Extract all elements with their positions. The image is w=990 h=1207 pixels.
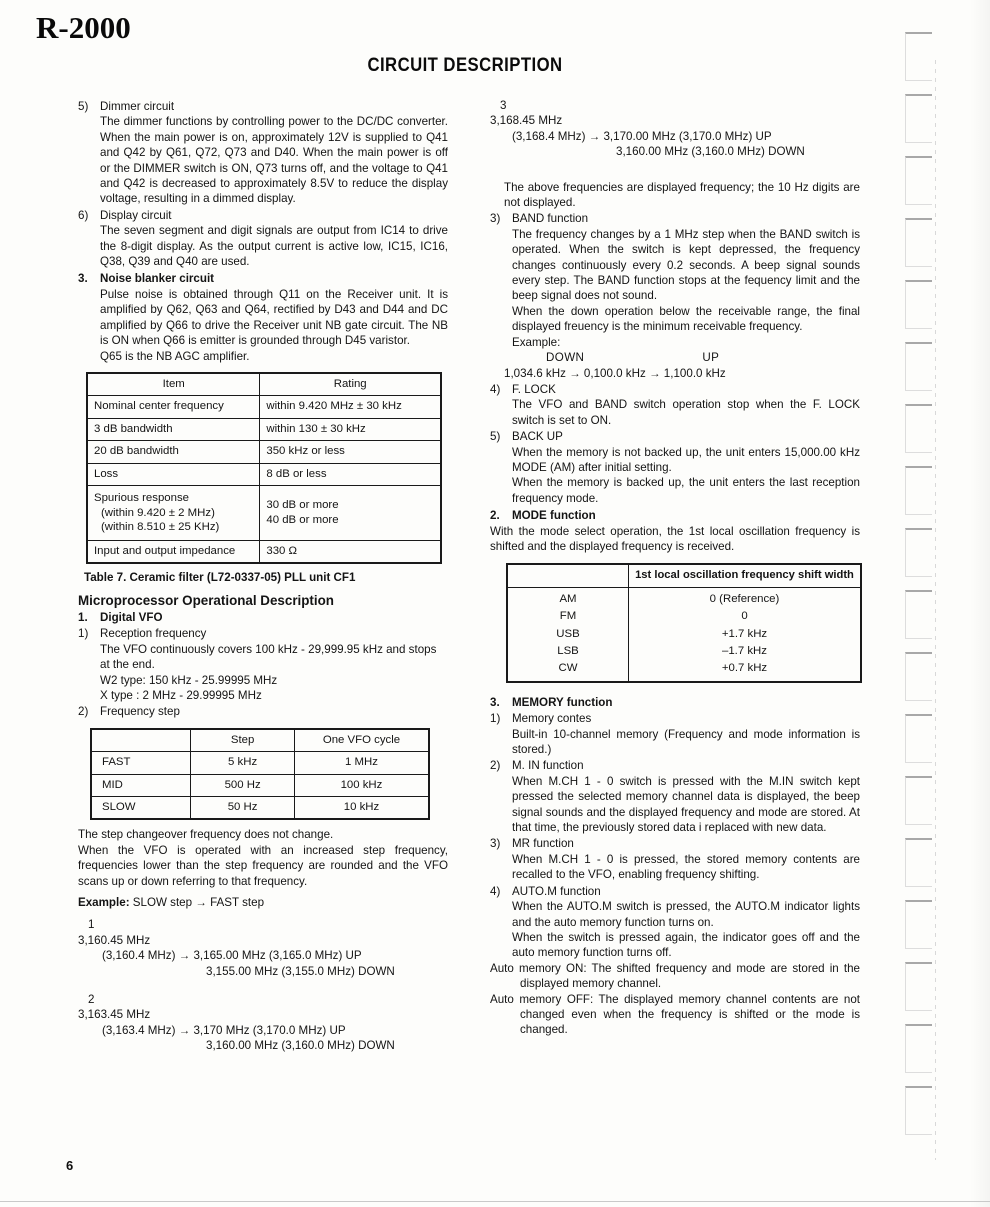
microprocessor-heading: Microprocessor Operational Description [78, 592, 334, 608]
item-heading: Reception frequency [100, 627, 207, 641]
column-header-down: DOWN [546, 351, 585, 365]
reception-frequency-body: The VFO continuously covers 100 kHz - 29,999.95 kHz and stops at the end. [100, 642, 437, 672]
section-heading: Digital VFO [100, 610, 163, 624]
example-3-frequency: 3,168.45 MHz [490, 114, 563, 128]
cell-mode: CW [507, 660, 629, 681]
item-mr-function [490, 836, 860, 851]
cell-shift: 0 (Reference) [709, 592, 780, 605]
cell-step: 50 Hz [191, 797, 295, 820]
section-marker: 3. [490, 695, 500, 709]
table-row [87, 396, 441, 418]
header-step: Step [191, 729, 295, 752]
punch-mark [905, 218, 932, 267]
punch-mark [905, 404, 932, 453]
table-row-spurious [87, 485, 441, 540]
cell-step: 5 kHz [191, 752, 295, 774]
column-header-up: UP [702, 351, 720, 365]
example-2-down: 3,160.00 MHz (3,160.0 MHz) DOWN [206, 1039, 395, 1053]
mr-function-body: When M.CH 1 - 0 is pressed, the stored memory contents are recalled to the VFO, enabling frequency shifting. [512, 852, 860, 882]
item-heading: F. LOCK [512, 382, 556, 396]
section-mode-function [490, 508, 860, 523]
cell-rating: within 130 ± 30 kHz [260, 418, 441, 440]
punch-mark [905, 466, 932, 515]
punch-mark [905, 1024, 932, 1073]
noise-blanker-body-2: Q65 is the NB AGC amplifier. [100, 349, 250, 363]
cell-shift: +1.7 kHz [721, 627, 768, 640]
model-masthead: R-2000 [36, 10, 131, 45]
example-2-up: (3,163.4 MHz) → 3,170 MHz (3,170.0 MHz) UP [102, 1023, 346, 1037]
page-number: 6 [66, 1158, 74, 1173]
ceramic-filter-table [86, 372, 442, 564]
cell-label: FAST [91, 752, 191, 774]
w2-type-range: W2 type: 150 kHz - 25.99995 MHz [100, 673, 278, 687]
table-row [91, 752, 429, 774]
table-row [87, 463, 441, 485]
noise-blanker-body: Pulse noise is obtained through Q11 on the Receiver unit. It is amplified by Q62, Q63 and Q64, rectified by D43 and D44 and DC amplified by Q66 to drive the Receiver unit NB gate circuit. The NB is ON when Q66 is emitter is grounded through D45 varistor. [100, 287, 448, 348]
item-back-up [490, 429, 860, 444]
table-header-row [507, 564, 861, 587]
item-marker: 5) [490, 430, 501, 444]
punch-mark [905, 652, 932, 701]
example-1-down: 3,155.00 MHz (3,155.0 MHz) DOWN [206, 964, 395, 978]
example-label: Example: [78, 896, 130, 910]
m-in-function-body: When M.CH 1 - 0 switch is pressed with the M.IN switch kept pressed the selected memory channel data is displayed, the beep signal sounds and the displayed frequency and mode are stored. At that time, the previously stored data i replaced with new data. [512, 774, 860, 835]
cell-mode: USB [507, 626, 629, 643]
frequency-step-table [90, 728, 430, 821]
punch-mark [905, 156, 932, 205]
item-heading: Memory contes [512, 712, 592, 726]
item-marker: 4) [490, 382, 501, 396]
item-heading: MR function [512, 837, 574, 851]
punch-mark [905, 590, 932, 639]
spurious-sub-2: (within 8.510 ± 25 KHz) [101, 521, 220, 534]
display-circuit-body: The seven segment and digit signals are output from IC14 to drive the 8-digit display. As the output current is active low, IC15, IC16, Q38, Q39 and Q40 are used. [100, 224, 448, 269]
header-rating: Rating [260, 373, 441, 396]
page-edge-shading [970, 0, 990, 1207]
header-blank [91, 729, 191, 752]
item-heading: AUTO.M function [512, 884, 601, 898]
section-heading: MEMORY function [512, 695, 613, 709]
item-marker: 3) [490, 212, 501, 226]
punch-mark [905, 528, 932, 577]
cell-cycle: 100 kHz [294, 774, 429, 796]
table-row [91, 797, 429, 820]
table-row [87, 441, 441, 463]
example-1-number: 1 [88, 918, 95, 932]
cell-rating: within 9.420 MHz ± 30 kHz [260, 396, 441, 418]
example-2-number: 2 [88, 993, 95, 1007]
punch-mark [905, 280, 932, 329]
table-row [91, 774, 429, 796]
cell-item: 3 dB bandwidth [87, 418, 260, 440]
item-marker: 3) [490, 837, 501, 851]
back-up-body-1: When the memory is not backed up, the unit enters 15,000.00 kHz MODE (AM) after initial setting. [512, 445, 860, 474]
mode-function-body: With the mode select operation, the 1st local oscillation frequency is shifted and the displayed frequency is received. [490, 524, 860, 553]
item-f-lock [490, 382, 860, 397]
item-memory-contents [490, 711, 860, 726]
auto-m-body-1: When the AUTO.M switch is pressed, the AUTO.M indicator lights and the auto memory function turns on. [512, 900, 860, 929]
memory-contents-body: Built-in 10-channel memory (Frequency and mode information is stored.) [512, 727, 860, 757]
displayed-frequency-note: The above frequencies are displayed frequency; the 10 Hz digits are not displayed. [504, 180, 860, 210]
cell-item: Nominal center frequency [87, 396, 260, 418]
example-line [78, 895, 448, 910]
punch-mark [905, 962, 932, 1011]
example-3-number: 3 [500, 99, 507, 112]
section-marker: 3. [78, 272, 88, 286]
punch-mark [905, 32, 932, 81]
cell-shift: –1.7 kHz [722, 645, 767, 657]
cell-item: Input and output impedance [87, 540, 260, 563]
spine-dashed-line [935, 60, 936, 1160]
binder-punch-marks [905, 12, 945, 1192]
f-lock-body: The VFO and BAND switch operation stop when the F. LOCK switch is set to ON. [512, 398, 860, 427]
example-1-frequency: 3,160.45 MHz [78, 933, 151, 947]
cell-rating: 8 dB or less [260, 463, 441, 485]
cell-cycle: 1 MHz [294, 752, 429, 774]
punch-mark [905, 1086, 932, 1135]
item-frequency-step [78, 704, 448, 719]
header-blank [507, 564, 629, 587]
auto-memory-off-line: Auto memory OFF: The displayed memory channel contents are not changed even when the frequency is shifted or the mode is changed. [490, 992, 860, 1037]
table-header-row [91, 729, 429, 752]
header-item: Item [87, 373, 260, 396]
table-header-row [87, 373, 441, 396]
item-m-in-function [490, 758, 860, 773]
cell-rating: 330 Ω [260, 540, 441, 563]
item-display-circuit [78, 208, 448, 223]
example-3-down: 3,160.00 MHz (3,160.0 MHz) DOWN [616, 145, 805, 159]
punch-mark [905, 838, 932, 887]
item-heading: Frequency step [100, 705, 180, 719]
spurious-val-1: 30 dB or more [266, 499, 339, 512]
cell-mode: LSB [507, 643, 629, 660]
dimmer-circuit-body: The dimmer functions by controlling power to the DC/DC converter. When the main power is on, approximately 12V is supplied to Q41 and Q42 by Q61, Q72, Q73 and D40. When the main power is off or the DIMMER switch is ON, Q73 turns off, and the voltage to Q41 and Q42 is decreased to approximately 8.5V to reduce the display voltage, resulting in a dimmed display. [100, 115, 448, 206]
example-1-up: (3,160.4 MHz) → 3,165.00 MHz (3,165.0 MHz) UP [102, 949, 362, 963]
cell-label: MID [91, 774, 191, 796]
example-text: SLOW step → FAST step [132, 896, 265, 910]
cell-rating-spurious [260, 485, 441, 540]
item-marker: 1) [490, 712, 501, 726]
item-heading: M. IN function [512, 759, 584, 773]
punch-mark [905, 94, 932, 143]
band-function-body-2: When the down operation below the receivable range, the final displayed freuency is the minimum receivable frequency. [512, 304, 860, 334]
header-cycle: One VFO cycle [294, 729, 429, 752]
band-example-headers [490, 350, 860, 365]
spurious-val-2: 40 dB or more [266, 513, 339, 526]
spurious-label: Spurious response [94, 491, 189, 504]
item-marker: 1) [78, 627, 89, 641]
cell-mode: AM [507, 587, 629, 608]
item-marker: 4) [490, 884, 501, 898]
cell-step: 500 Hz [191, 774, 295, 796]
band-example-row: 1,034.6 kHz → 0,100.0 kHz → 1,100.0 kHz [504, 366, 726, 380]
auto-memory-on-line: Auto memory ON: The shifted frequency and mode are stored in the displayed memory channel. [490, 961, 860, 991]
mode-shift-table [506, 563, 862, 682]
section-heading: MODE function [512, 509, 596, 523]
item-marker: 6) [78, 208, 89, 222]
table-row [507, 626, 861, 643]
cell-shift: 0 [741, 610, 748, 623]
section-heading: Noise blanker circuit [100, 272, 215, 286]
table-row [507, 587, 861, 608]
cell-label: SLOW [91, 797, 191, 820]
section-memory-function [490, 695, 860, 710]
table-7-caption: Table 7. Ceramic filter (L72-0337-05) PLL unit CF1 [84, 571, 356, 585]
item-heading: Display circuit [100, 208, 172, 222]
step-rounding-note: When the VFO is operated with an increased step frequency, frequencies lower than the step frequency are rounded and the VFO scans up or down referring to that frequency. [78, 843, 448, 888]
item-auto-m-function [490, 884, 860, 899]
cell-item-spurious [87, 485, 260, 540]
section-noise-blanker [78, 271, 448, 286]
cell-rating: 350 kHz or less [260, 441, 441, 463]
section-digital-vfo [78, 610, 448, 625]
item-marker: 2) [490, 759, 501, 773]
table-row [507, 608, 861, 625]
item-heading: BACK UP [512, 430, 563, 444]
cell-item: Loss [87, 463, 260, 485]
punch-mark [905, 714, 932, 763]
back-up-body-2: When the memory is backed up, the unit enters the last reception frequency mode. [512, 476, 860, 505]
right-column [490, 98, 860, 1038]
band-function-body-1: The frequency changes by a 1 MHz step when the BAND switch is operated. When the switch is kept depressed, the frequency changes continuously every 0.2 seconds. A beep signal sounds every step. The BAND function stops at the fequency limit and the beep signal does not sound. [512, 227, 860, 303]
item-heading: BAND function [512, 212, 589, 226]
item-marker: 2) [78, 705, 89, 719]
spurious-sub-1: (within 9.420 ± 2 MHz) [101, 506, 215, 519]
item-marker: 5) [78, 100, 89, 113]
left-column [78, 98, 448, 1054]
table-row [507, 660, 861, 681]
cell-cycle: 10 kHz [294, 797, 429, 820]
item-dimmer-circuit [78, 99, 448, 114]
header-shift-width: 1st local oscillation frequency shift width [629, 564, 862, 587]
page-bottom-rule [0, 1201, 990, 1202]
item-band-function [490, 211, 860, 226]
band-example-label: Example: [512, 335, 561, 349]
cell-mode: FM [507, 608, 629, 625]
item-heading: Dimmer circuit [100, 100, 175, 113]
x-type-range: X type : 2 MHz - 29.99995 MHz [100, 688, 262, 702]
step-changeover-note: The step changeover frequency does not change. [78, 828, 334, 842]
cell-item: 20 dB bandwidth [87, 441, 260, 463]
cell-shift: +0.7 kHz [721, 662, 768, 675]
example-3-up: (3,168.4 MHz) → 3,170.00 MHz (3,170.0 MHz) UP [512, 129, 772, 143]
auto-m-body-2: When the switch is pressed again, the indicator goes off and the auto memory function turns off. [512, 930, 860, 960]
table-row [507, 643, 861, 660]
page-title: CIRCUIT DESCRIPTION [367, 55, 563, 76]
table-row [87, 418, 441, 440]
section-marker: 1. [78, 610, 88, 624]
punch-mark [905, 342, 932, 391]
example-2-frequency: 3,163.45 MHz [78, 1008, 151, 1022]
punch-mark [905, 776, 932, 825]
punch-mark [905, 900, 932, 949]
table-row [87, 540, 441, 563]
section-marker: 2. [490, 509, 500, 523]
item-reception-frequency [78, 626, 448, 641]
